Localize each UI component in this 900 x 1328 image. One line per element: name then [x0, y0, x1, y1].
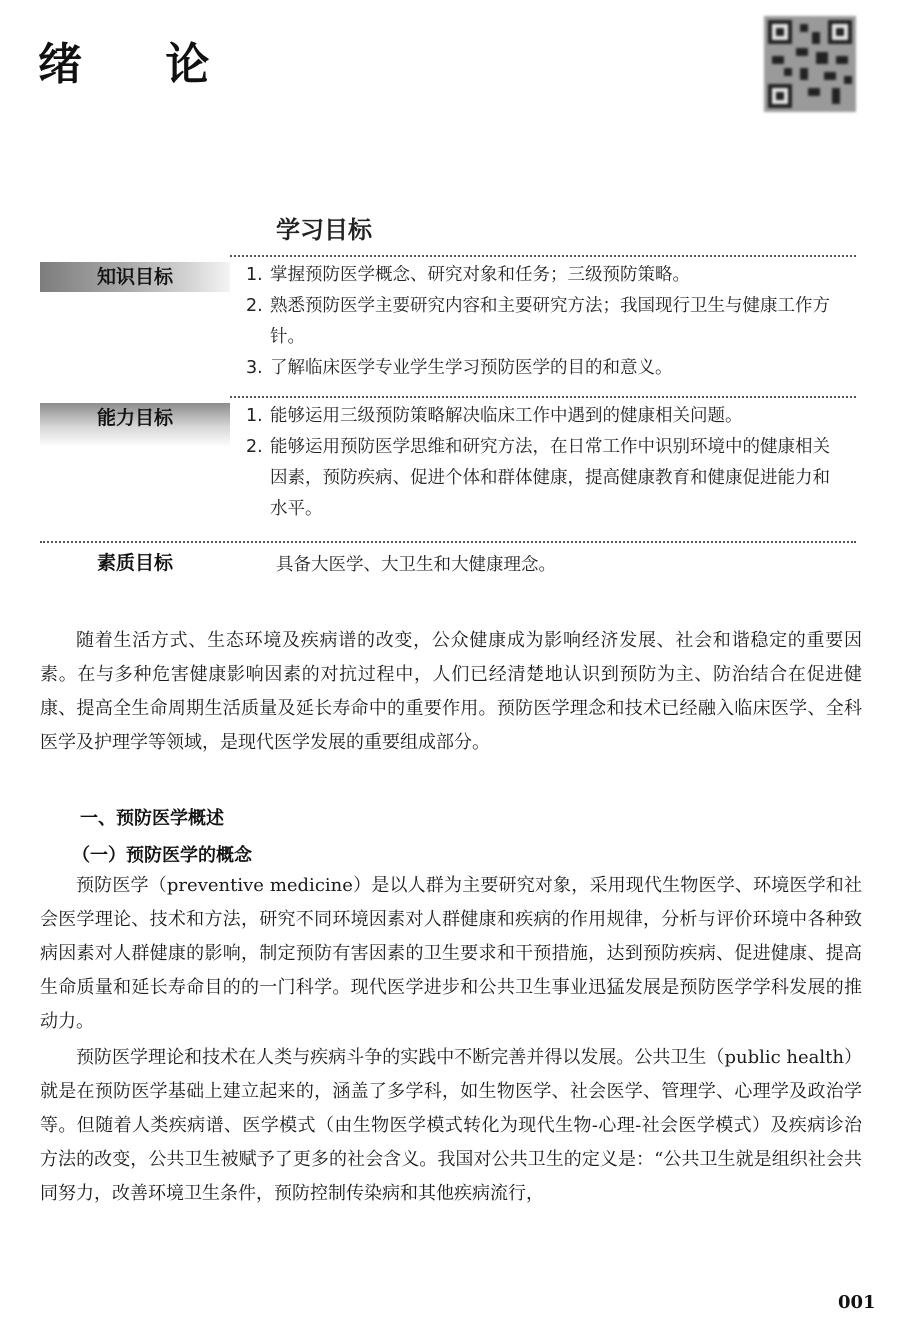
knowledge-objectives-list [246, 260, 846, 384]
item-number: 1. [246, 406, 263, 426]
knowledge-objectives-label: 知识目标 [40, 262, 230, 292]
quality-objectives-text: 具备大医学、大卫生和大健康理念。 [276, 555, 556, 575]
learning-objectives-heading: 学习目标 [276, 216, 372, 244]
page-number: 001 [838, 1292, 876, 1313]
body-paragraph: 预防医学（preventive medicine）是以人群为主要研究对象，采用现代生物医学、环境医学和社会医学理论、技术和方法，研究不同环境因素对人群健康和疾病的作用规律，分析与评价环境中各种致病因素对人群健康的影响，制定预防有害因素的卫生要求和干预措施，达到预防疾病、促进健康、提高生命质量和延长寿命目的的一门科学。现代医学进步和公共卫生事业迅猛发展是预防医学学科发展的推动力。 [40, 875, 862, 1032]
item-text: 能够运用三级预防策略解决临床工作中遇到的健康相关问题。 [270, 406, 743, 426]
item-number: 3. [246, 358, 263, 378]
list-item [246, 353, 846, 384]
item-text: 了解临床医学专业学生学习预防医学的目的和意义。 [270, 358, 673, 378]
intro-paragraph: 随着生活方式、生态环境及疾病谱的改变，公众健康成为影响经济发展、社会和谐稳定的重要因素。在与多种危害健康影响因素的对抗过程中，人们已经清楚地认识到预防为主、防治结合在促进健康、提高全生命周期生活质量及延长寿命中的重要作用。预防医学理念和技术已经融入临床医学、全科医学及护理学等领域，是现代医学发展的重要组成部分。 [40, 630, 862, 753]
divider [230, 396, 856, 398]
list-item [246, 260, 846, 291]
item-text: 熟悉预防医学主要研究内容和主要研究方法；我国现行卫生与健康工作方针。 [270, 296, 830, 347]
list-item [246, 291, 846, 353]
list-item [246, 432, 846, 525]
list-item [246, 401, 846, 432]
divider [40, 541, 856, 543]
ability-objectives-list [246, 401, 846, 525]
chapter-title: 绪 论 [38, 39, 244, 90]
item-text: 掌握预防医学概念、研究对象和任务；三级预防策略。 [270, 265, 690, 285]
ability-objectives-label: 能力目标 [40, 403, 230, 447]
item-number: 1. [246, 265, 263, 285]
section-heading: 一、预防医学概述 [80, 808, 224, 829]
quality-objectives-label: 素质目标 [96, 552, 173, 574]
divider [230, 255, 856, 257]
subsection-heading: （一）预防医学的概念 [72, 845, 252, 866]
item-number: 2. [246, 437, 263, 457]
body-paragraph: 预防医学理论和技术在人类与疾病斗争的实践中不断完善并得以发展。公共卫生（public health）就是在预防医学基础上建立起来的，涵盖了多学科，如生物医学、社会医学、管理学、心理学及政治学等。但随着人类疾病谱、医学模式（由生物医学模式转化为现代生物-心理-社会医学模式）及疾病诊治方法的改变，公共卫生被赋予了更多的社会含义。我国对公共卫生的定义是：“公共卫生就是组织社会共同努力，改善环境卫生条件，预防控制传染病和其他疾病流行， [40, 1047, 862, 1204]
item-number: 2. [246, 296, 263, 316]
qr-code-icon [764, 16, 856, 112]
item-text: 能够运用预防医学思维和研究方法，在日常工作中识别环境中的健康相关因素，预防疾病、促进个体和群体健康，提高健康教育和健康促进能力和水平。 [270, 437, 830, 519]
